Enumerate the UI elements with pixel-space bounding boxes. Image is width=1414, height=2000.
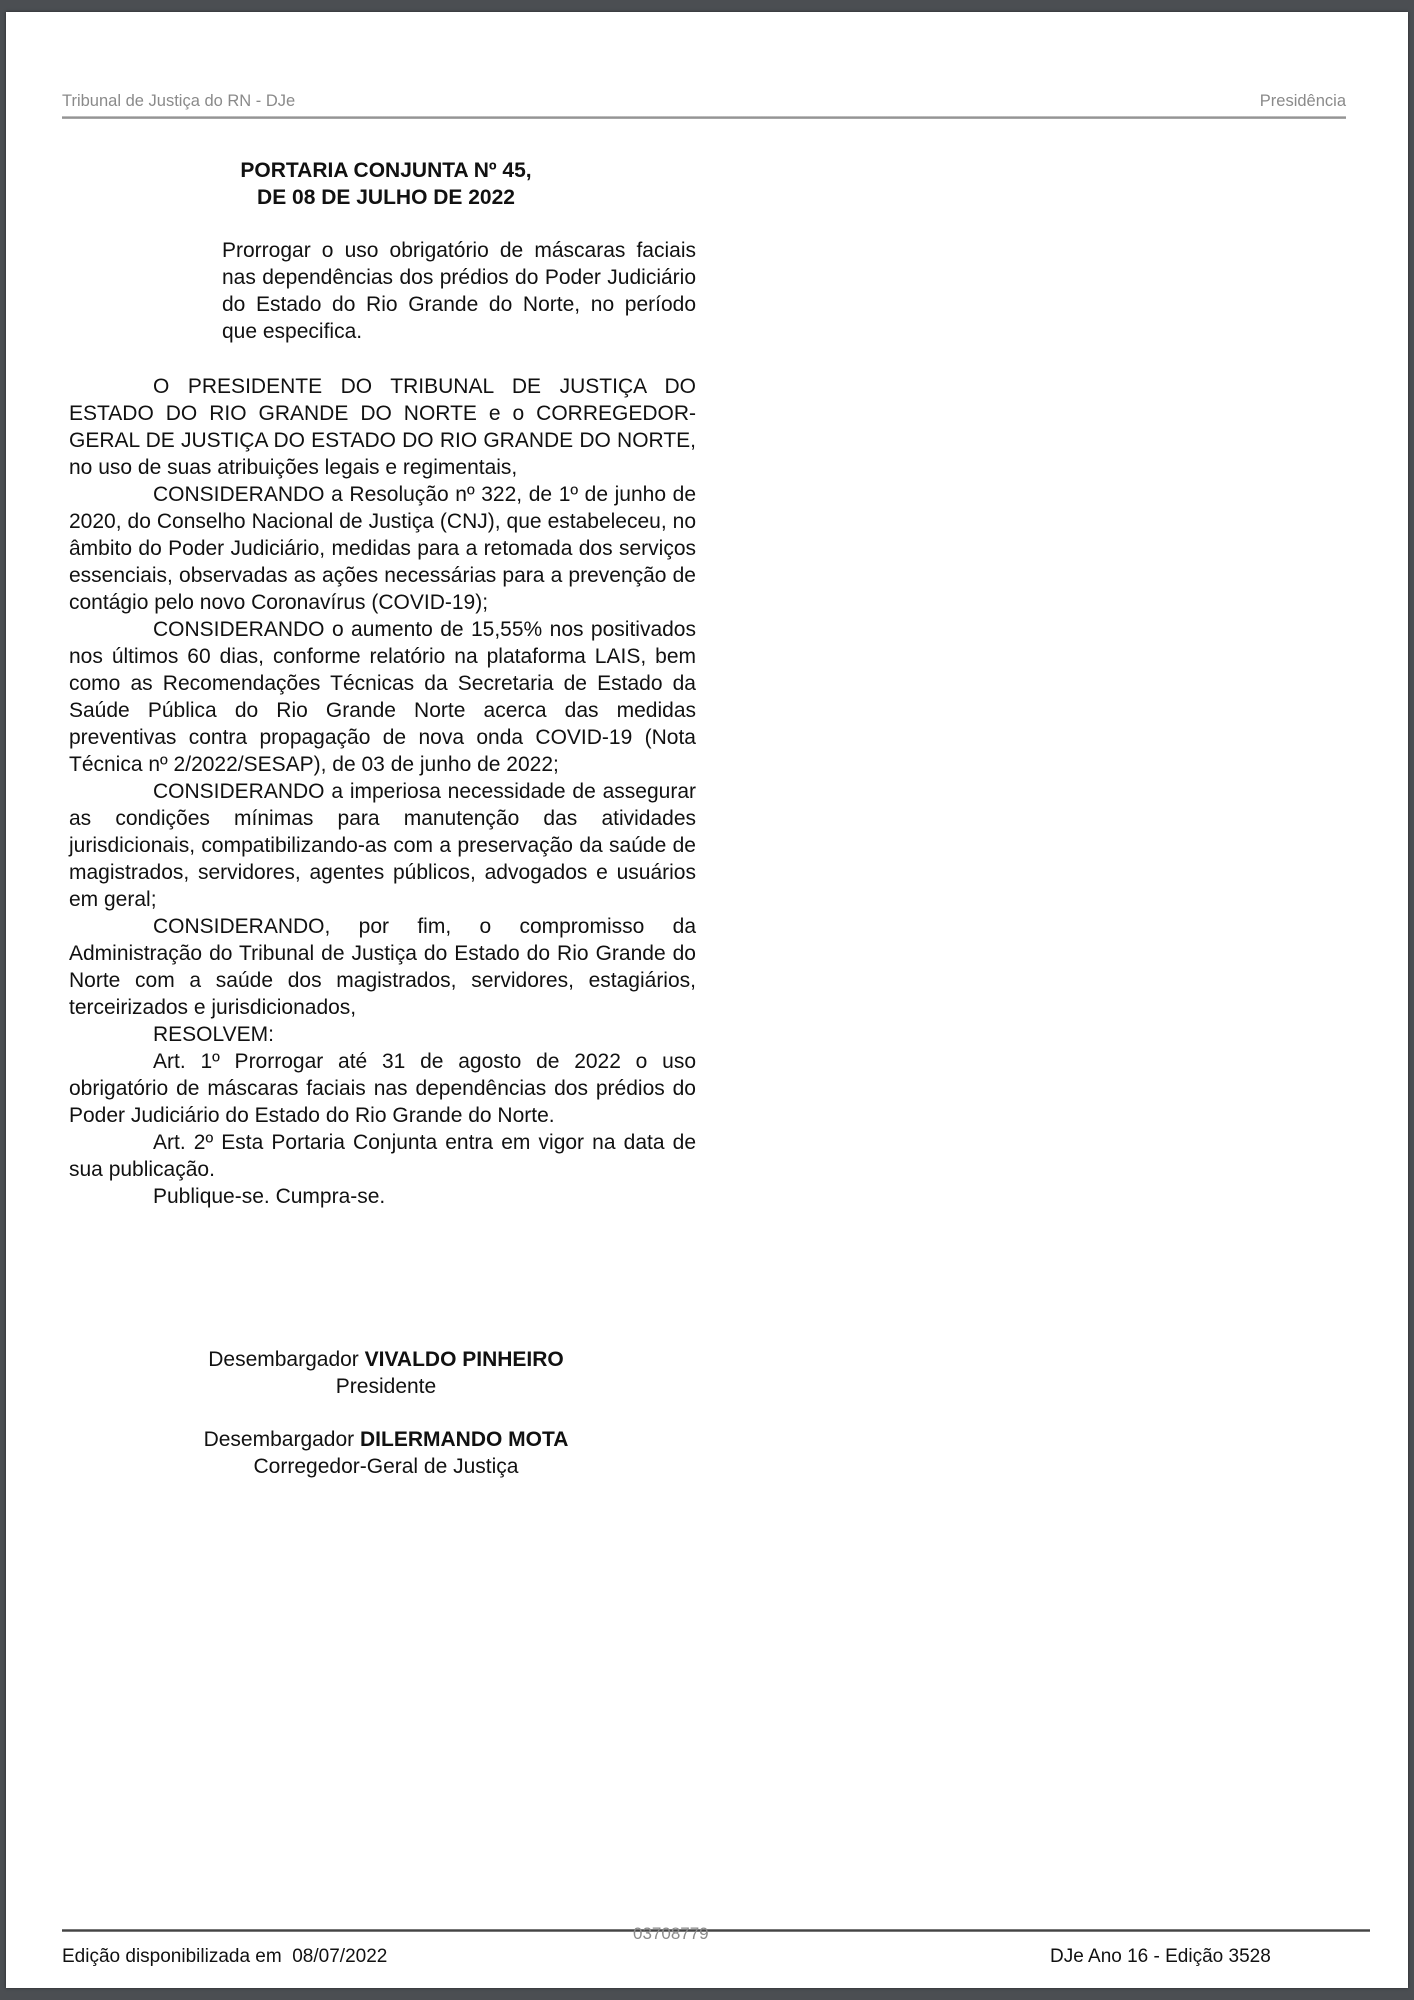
closing-paragraph: Publique-se. Cumpra-se. [153,1185,386,1208]
signature-role: Corregedor-Geral de Justiça [253,1455,519,1478]
considerando-paragraph: CONSIDERANDO o aumento de 15,55% nos positivados nos últimos 60 dias, conforme relatório na plataforma LAIS, bem como as Recomendações Técnicas da Secretaria de Estado da Saúde Pública do Rio Grande Norte acerca das medidas preventivas contra propagação de nova onda COVID-19 (Nota Técnica nº 2/2022/SESAP), de 03 de junho de 2022; [69,618,696,776]
ementa: Prorrogar o uso obrigatório de máscaras faciais nas dependências dos prédios do Poder Judiciário do Estado do Rio Grande do Norte, no período que especifica. [222,239,696,343]
header-divider [62,116,1346,119]
signature-block-president [86,1346,686,1400]
signature-name-line [86,1346,686,1373]
header-publication: Tribunal de Justiça do RN - DJe [62,92,296,110]
document-body [69,373,696,1210]
signature-prefix: Desembargador [208,1348,365,1371]
header-section: Presidência [1259,92,1346,110]
footer-document-code: 03708779 [633,1924,709,1943]
footer-edition: DJe Ano 16 - Edição 3528 [1050,1946,1271,1967]
resolvem-paragraph: RESOLVEM: [153,1023,274,1046]
signature-block-corregedor [86,1426,686,1480]
article-1-paragraph: Art. 1º Prorrogar até 31 de agosto de 2022 o uso obrigatório de máscaras faciais nas dependências dos prédios do Poder Judiciário do Estado do Rio Grande do Norte. [69,1050,696,1127]
title-line-1: PORTARIA CONJUNTA Nº 45, [240,159,532,182]
signature-name-line [86,1426,686,1453]
footer-divider [62,1929,1370,1932]
footer-availability-date: Edição disponibilizada em 08/07/2022 [62,1946,388,1967]
considerando-paragraph: CONSIDERANDO, por fim, o compromisso da Administração do Tribunal de Justiça do Estado do Rio Grande do Norte com a saúde dos magistrados, servidores, estagiários, terceirizados e jurisdicionados, [69,915,696,1019]
considerando-paragraph: CONSIDERANDO a Resolução nº 322, de 1º de junho de 2020, do Conselho Nacional de Justiça (CNJ), que estabeleceu, no âmbito do Poder Judiciário, medidas para a retomada dos serviços essenciais, observadas as ações necessárias para a prevenção de contágio pelo novo Coronavírus (COVID-19); [69,483,696,614]
considerando-paragraph: CONSIDERANDO a imperiosa necessidade de assegurar as condições mínimas para manutenção das atividades jurisdicionais, compatibilizando-as com a preservação da saúde de magistrados, servidores, agentes públicos, advogados e usuários em geral; [69,780,696,911]
signature-name: DILERMANDO MOTA [360,1428,569,1451]
document-title [146,157,626,211]
signature-prefix: Desembargador [203,1428,360,1451]
signature-role: Presidente [335,1375,437,1398]
preamble-paragraph: O PRESIDENTE DO TRIBUNAL DE JUSTIÇA DO ESTADO DO RIO GRANDE DO NORTE e o CORREGEDOR-GERAL DE JUSTIÇA DO ESTADO DO RIO GRANDE DO NORTE, no uso de suas atribuições legais e regimentais, [69,375,696,479]
signature-name: VIVALDO PINHEIRO [364,1348,564,1371]
article-2-paragraph: Art. 2º Esta Portaria Conjunta entra em vigor na data de sua publicação. [69,1131,696,1181]
title-line-2: DE 08 DE JULHO DE 2022 [257,186,515,209]
document-page [6,12,1408,1988]
